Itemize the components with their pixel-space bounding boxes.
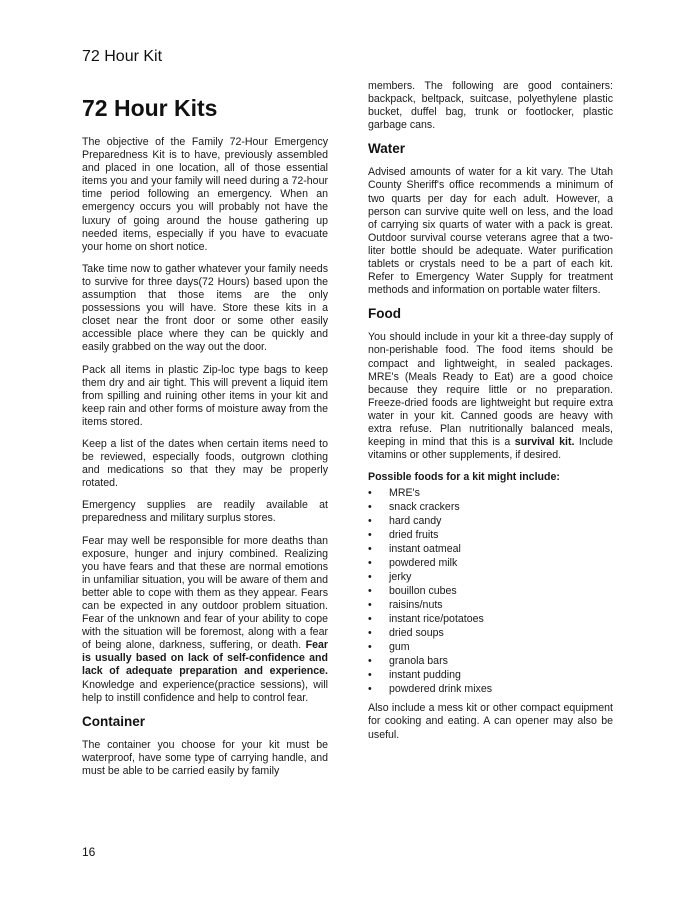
list-item: [368, 598, 613, 612]
list-item-text: MRE's: [389, 487, 420, 500]
fear-text-end: Knowledge and experience(practice sessions), will help to instill confidence and help to control fear.: [82, 678, 328, 704]
bullet-icon: •: [368, 641, 372, 654]
list-item-text: raisins/nuts: [389, 599, 443, 612]
list-item: [368, 668, 613, 682]
closing-paragraph: Also include a mess kit or other compact equipment for cooking and eating. A can opener may also be useful.: [368, 702, 613, 741]
container-paragraph: The container you choose for your kit must be waterproof, have some type of carrying handle, and must be able to be carried easily by family: [82, 738, 328, 777]
page-number: 16: [82, 845, 96, 859]
running-header: 72 Hour Kit: [82, 48, 163, 65]
left-column: [82, 94, 328, 787]
list-item: [368, 640, 613, 654]
food-text-end: Include vitamins or other supplements, if desired.: [368, 436, 613, 462]
bullet-icon: •: [368, 683, 372, 696]
list-item-text: gum: [389, 641, 410, 654]
food-bold-text: survival kit.: [514, 436, 575, 449]
water-paragraph: Advised amounts of water for a kit vary. The Utah County Sheriff's office recommends a minimum of two quarts per day for each adult. However, a person can survive quite well on less, and the load of carrying six quarts of water with a pack is great. Outdoor survival course veterans agree that a two-liter bottle should be adequate. Water purification tablets or crystals need to be a part of each kit. Refer to Emergency Water Supply for treatment methods and information on portable water filters.: [368, 166, 613, 297]
food-list-title: Possible foods for a kit might include:: [368, 471, 560, 484]
bullet-icon: •: [368, 529, 372, 542]
bullet-icon: •: [368, 613, 372, 626]
intro-paragraph: The objective of the Family 72-Hour Emergency Preparedness Kit is to have, previously assembled and placed in one location, all of those essential items you and your family will need during a 72-hour time period following an emergency. When an emergency occurs you will probably not have the luxury of going around the house gathering up needed items, especially if you have to evacuate your home on short notice.: [82, 136, 328, 253]
bullet-icon: •: [368, 599, 372, 612]
list-item: [368, 542, 613, 556]
bullet-icon: •: [368, 655, 372, 668]
list-item: [368, 626, 613, 640]
bullet-icon: •: [368, 515, 372, 528]
list-item: [368, 528, 613, 542]
list-item-text: snack crackers: [389, 501, 460, 514]
page-title: 72 Hour Kits: [82, 95, 218, 121]
fear-text: Fear may well be responsible for more deaths than exposure, hunger and injury combined. Realizing you have fears and that these are normal emotions in unfamiliar situation, you will be aware of them and better able to cope with them as they appear. Fears can be expected in any outdoor problem situation. Fear of the unknown and fear of your ability to cope with the situation will be foremost, along with a fear of being alone, darkness, suffering, or death.: [82, 534, 328, 652]
list-item: [368, 500, 613, 514]
fear-bold-text: Fear is usually based on lack of self-confidence and lack of adequate preparation and experience.: [82, 639, 328, 678]
bullet-icon: •: [368, 487, 372, 500]
list-item: [368, 556, 613, 570]
list-item-text: dried soups: [389, 627, 444, 640]
bullet-icon: •: [368, 557, 372, 570]
list-item-text: instant pudding: [389, 669, 461, 682]
food-heading: Food: [368, 306, 401, 322]
bullet-icon: •: [368, 585, 372, 598]
container-paragraph-continued: members. The following are good containers: backpack, beltpack, suitcase, polyethylene plastic bucket, duffel bag, trunk or footlocker, plastic garbage cans.: [368, 80, 613, 132]
bullet-icon: •: [368, 501, 372, 514]
list-item-text: instant rice/potatoes: [389, 613, 484, 626]
container-heading: Container: [82, 713, 146, 729]
list-item: [368, 570, 613, 584]
list-item: [368, 486, 613, 500]
food-paragraph: [368, 331, 613, 462]
right-column: [368, 80, 613, 751]
list-item: [368, 514, 613, 528]
list-item: [368, 654, 613, 668]
list-item-text: jerky: [389, 571, 412, 584]
list-item-text: instant oatmeal: [389, 543, 461, 556]
list-item-text: powdered milk: [389, 557, 458, 570]
list-item-text: bouillon cubes: [389, 585, 457, 598]
list-item-text: granola bars: [389, 655, 448, 668]
fear-paragraph: [82, 535, 328, 705]
list-item: [368, 612, 613, 626]
list-item: [368, 584, 613, 598]
food-text: You should include in your kit a three-day supply of non-perishable food. The food items should be compact and lightweight, in sealed packages. MRE's (Meals Ready to Eat) are a good choice because they require little or no preparation. Freeze-dried foods are lightweight but require extra water in your kit. Canned goods are heavy with extra refuse. Plan nutritionally balanced meals, keeping in mind that this is a: [368, 331, 613, 449]
list-item-text: hard candy: [389, 515, 442, 528]
bullet-icon: •: [368, 543, 372, 556]
gather-paragraph: Take time now to gather whatever your family needs to survive for three days(72 Hours) based upon the assumption that those items are the only possessions you will have. Store these kits in a closet near the front door or some other easily accessible place where they can be quickly and easily grabbed on the way out the door.: [82, 262, 328, 354]
food-list: [368, 486, 613, 696]
water-heading: Water: [368, 141, 406, 157]
dates-paragraph: Keep a list of the dates when certain items need to be reviewed, especially foods, outgrown clothing and medications so that they may be properly rotated.: [82, 437, 328, 490]
bullet-icon: •: [368, 669, 372, 682]
bullet-icon: •: [368, 627, 372, 640]
list-item: [368, 682, 613, 696]
pack-paragraph: Pack all items in plastic Zip-loc type bags to keep them dry and air tight. This will prevent a liquid item from spilling and ruining other items in your kit and keep rain and other forms of moisture away from the items stored.: [82, 363, 328, 428]
supplies-paragraph: Emergency supplies are readily available at preparedness and military surplus stores.: [82, 499, 328, 525]
list-item-text: dried fruits: [389, 529, 439, 542]
list-item-text: powdered drink mixes: [389, 683, 493, 696]
bullet-icon: •: [368, 571, 372, 584]
